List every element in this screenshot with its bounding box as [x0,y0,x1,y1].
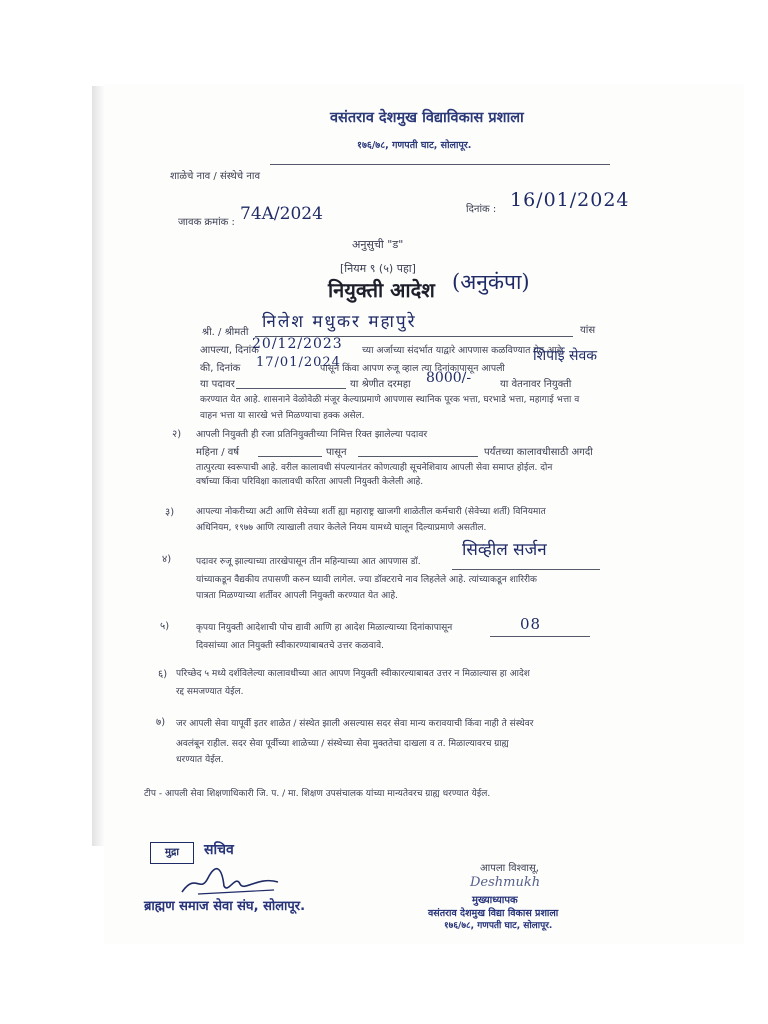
days-count: 08 [520,615,542,633]
days-line [490,636,590,637]
para7-l3: धरण्यात येईल. [176,755,224,765]
note: टीप - आपली सेवा शिक्षणाधिकारी जि. प. / मा. शिक्षण उपसंचालक यांच्या मान्यतेवरच ग्राह्य धरण्यात येईल. [144,789,491,799]
para5-l2: दिवसांच्या आत नियुक्ती स्वीकारण्याबाबतचे उत्तर कळवावे. [196,641,384,651]
para2-l1: आपली नियुक्ती ही रजा प्रतिनियुक्तीच्या निमित्त रिक्त झालेल्या पदावर [196,429,428,440]
para7-l2: अवलंबून राहील. सदर सेवा पूर्वीच्या शाळेच्या / संस्थेच्या सेवा मुक्ततेचा दाखला व त. मिळाल्यावरच ग्राह्य [176,739,509,749]
appointee-name: निलेश मधुकर महापुरे [262,312,417,332]
line2-a: आपल्या, दिनांक [200,345,259,356]
para2-l2c: पर्यंतच्या कालावधीसाठी अगदी [484,447,593,458]
school-name: वसंतराव देशमुख विद्याविकास प्रशाला [330,110,524,126]
para2-line-a [258,456,322,457]
para4-l1: पदावर रुजू झाल्याच्या तारखेपासून तीन महिन्याच्या आत आपणास डॉ. [196,557,421,567]
line5: करण्यात येत आहे. शासनाने वेळोवेळी मंजूर केल्याप्रमाणे आपणास स्थानिक पूरक भत्ता, घरभाडे भत्ता, महागाई भत्ता व [200,395,580,405]
para6-l2: रद्द समजण्यात येईल. [176,687,244,697]
shri-label: श्री. / श्रीमती [202,327,249,338]
secretary-label: सचिव [204,842,234,858]
para2-line-b [358,456,478,457]
org-label: शाळेचे नाव / संस्थेचे नाव [170,171,261,182]
headmaster-address: १७६/७८, गणपती घाट, सोलापूर. [444,921,553,931]
line2-b: च्या अर्जाच्या संदर्भात याद्वारे आपणास कळविण्यात येत आहे [362,345,562,356]
line1-end: यांस [580,325,596,336]
line3-b: पासून किंवा आपण रुजू व्हाल त्या दिनांकापासून आपली [320,363,505,374]
join-date: 17/01/2024 [256,355,341,370]
headmaster-label: मुख्याध्यापक [472,895,518,906]
headmaster-signature: Deshmukh [470,875,541,890]
headmaster-school: वसंतराव देशमुख विद्या विकास प्रशाला [428,908,559,919]
regards: आपला विश्वासू, [480,863,539,874]
date-label: दिनांक : [466,204,497,215]
school-address: १७६/७८, गणपती घाट, सोलापूर. [357,140,472,151]
para4-l2: यांच्याकडून वैद्यकीय तपासणी करुन घ्यावी लागेल. ज्या डॉक्टराचे नाव लिहलेले आहे. त्यांच्याकडून शारिरीक [196,575,537,585]
para7-num: ७) [156,717,166,728]
para3-l1: आपल्या नोकरीच्या अटी आणि सेवेच्या शर्ती ह्या महाराष्ट्र खाजगी शाळेतील कर्मचारी (सेवेच्या शर्ती) विनियमात [196,507,546,517]
application-date: 20/12/2023 [252,336,343,352]
para2-l3: तात्पुरत्या स्वरूपाची आहे. वरील कालावधी संपल्यानंतर कोणत्याही सूचनेशिवाय आपली सेवा समाप्त होईल. दोन [196,463,553,473]
line4-a: या पदावर [200,379,235,390]
page-title: नियुक्ती आदेश [328,278,435,302]
para2-l2b: पासून [326,447,347,458]
para5-l1: कृपया नियुक्ती आदेशाची पोच द्यावी आणि हा आदेश मिळाल्याच्या दिनांकापासून [196,623,453,633]
line3-a: की, दिनांक [200,363,241,374]
para5-num: ५) [160,621,170,632]
para2-l2a: महिना / वर्ष [196,447,240,458]
title-handwritten: (अनुकंपा) [452,270,530,294]
para4-num: ४) [162,554,172,565]
line4-c: या वेतनावर नियुक्ती [500,379,572,390]
para3-num: ३) [165,507,175,518]
schedule-annex: अनुसुची "ड" [352,238,404,251]
schedule-rule: [नियम ९ (५) पहा] [340,262,416,275]
outward-label: जावक क्रमांक : [178,217,235,228]
org-name: ब्राह्मण समाज सेवा संघ, सोलापूर. [144,899,306,914]
line6: वाहन भत्ता या सारखे भत्ते मिळण्याचा हक्क असेल. [200,411,365,421]
post-name: शिपाई सेवक [533,348,598,364]
para2-num: २) [172,429,182,440]
para3-l2: अधिनियम, १९७७ आणि त्याखाली तयार केलेले नियम यामध्ये घालून दिल्याप्रमाणे असतील. [196,523,487,533]
outward-number: 74A/2024 [240,204,323,224]
order-date: 16/01/2024 [510,189,630,211]
secretary-signature-icon [178,864,288,900]
salary: 8000/- [426,370,472,386]
line4-b: या श्रेणीत दरमहा [350,379,411,390]
para2-l4: वर्षाच्या किंवा परिविक्षा कालावधी करिता आपली नियुक्ती केलेली आहे. [196,477,424,487]
para6-l1: परिच्छेद ५ मध्ये दर्शविलेल्या कालावधीच्या आत आपण नियुक्ती स्वीकारल्याबाबत उत्तर न मिळाल्यास हा आदेश [176,669,530,679]
doctor-name: सिव्हील सर्जन [462,540,547,560]
header-rule [270,164,610,165]
para4-l3: पात्रता मिळण्याच्या शर्तीवर आपली नियुक्ती करण्यात येत आहे. [196,591,398,601]
para7-l1: जर आपली सेवा यापूर्वी इतर शाळेत / संस्थेत झाली असल्यास सदर सेवा मान्य करावयाची किंवा नाही ते संस्थेवर [176,719,534,729]
para6-num: ६) [158,669,168,680]
stamp-label: मुद्रा [150,842,194,864]
grade-line [236,388,346,389]
doctor-line [452,569,600,570]
